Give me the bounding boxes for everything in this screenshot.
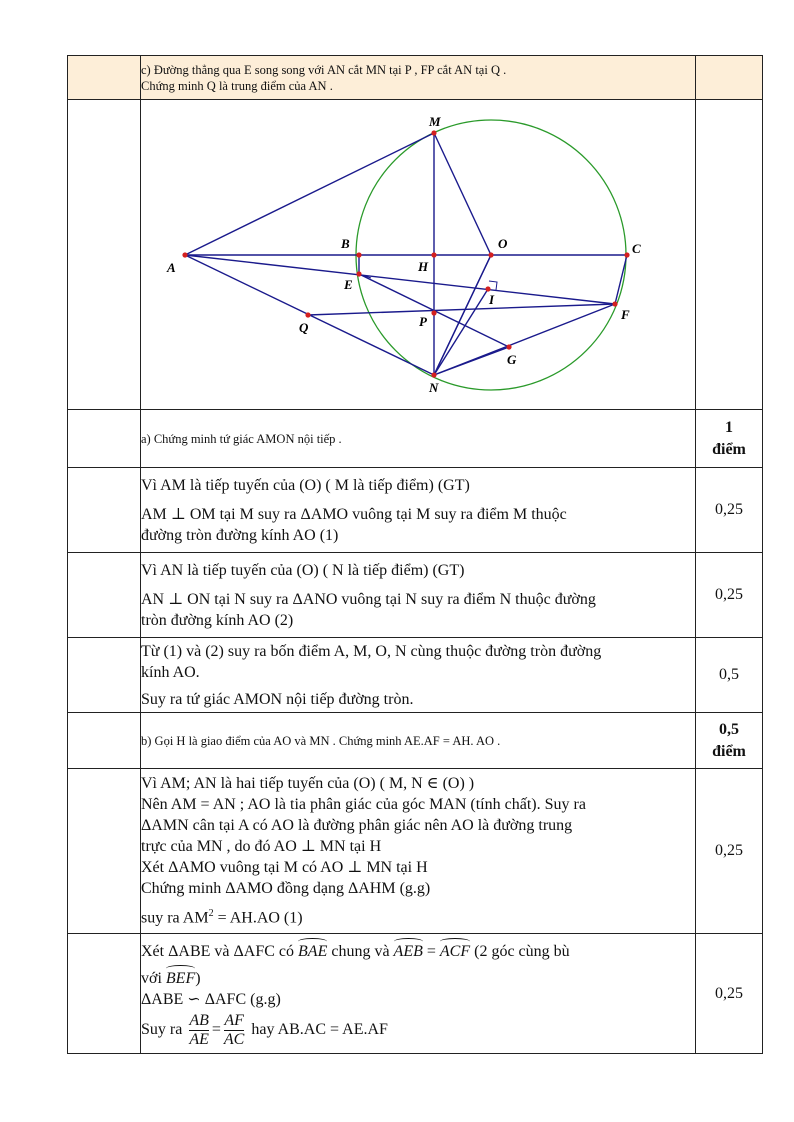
part-c-row: [68, 56, 763, 100]
step-score: 0,25: [696, 769, 763, 934]
step-line: AN ⊥ ON tại N suy ra ΔANO vuông tại N suy ra điểm N thuộc đường: [141, 590, 596, 608]
step-content: [141, 468, 696, 553]
step-score: 0,25: [696, 934, 763, 1054]
part-a-question: a) Chứng minh tứ giác AMON nội tiếp .: [141, 410, 696, 468]
step-content: [141, 638, 696, 713]
label-p: P: [419, 313, 427, 329]
step-line: [141, 941, 695, 962]
points-unit: điểm: [712, 742, 746, 760]
label-c: C: [632, 240, 641, 256]
step-text: ): [195, 969, 201, 987]
label-n: N: [429, 379, 439, 395]
fraction-denominator: AC: [223, 1030, 245, 1048]
step-line: kính AO.: [141, 663, 200, 681]
part-a-step-2: [68, 553, 763, 638]
row-marker-cell: [68, 56, 141, 100]
step-content: [141, 934, 696, 1054]
row-marker-cell: [68, 638, 141, 713]
row-marker-cell: [68, 769, 141, 934]
step-text: suy ra AM: [141, 909, 209, 927]
step-text: =: [422, 942, 440, 960]
step-score: 0,25: [696, 468, 763, 553]
step-line: Từ (1) và (2) suy ra bốn điểm A, M, O, N cùng thuộc đường tròn đường: [141, 642, 602, 660]
figure-row: [68, 100, 763, 410]
equals-sign: =: [211, 1020, 221, 1038]
label-f: F: [621, 306, 630, 322]
part-a-step-1: [68, 468, 763, 553]
step-text: hay AB.AC = AE.AF: [251, 1020, 388, 1038]
label-m: M: [429, 113, 441, 129]
points-unit: điểm: [712, 440, 746, 458]
construction-lines: [185, 133, 627, 375]
solution-table: [67, 55, 763, 1054]
row-marker-cell: [68, 410, 141, 468]
figure-cell: [141, 100, 696, 410]
step-line: trực của MN , do đó AO ⊥ MN tại H: [141, 838, 382, 856]
row-marker-cell: [68, 934, 141, 1054]
label-b: B: [341, 235, 350, 251]
step-line: AM ⊥ OM tại M suy ra ΔAMO vuông tại M suy ra điểm M thuộc: [141, 505, 567, 523]
step-line: tròn đường kính AO (2): [141, 611, 294, 629]
step-text: = AH.AO (1): [213, 909, 303, 927]
step-line: ΔAMN cân tại A có AO là đường phân giác nên AO là đường trung: [141, 817, 573, 835]
label-g: G: [507, 351, 517, 367]
score-cell: [696, 56, 763, 100]
step-line: Vì AN là tiếp tuyến của (O) ( N là tiếp điểm) (GT): [141, 561, 465, 579]
row-marker-cell: [68, 100, 141, 410]
step-score: 0,25: [696, 553, 763, 638]
step-line: Suy ra tứ giác AMON nội tiếp đường tròn.: [141, 690, 414, 708]
step-line: ΔABE ∽ ΔAFC (g.g): [141, 990, 281, 1008]
step-score: 0,5: [696, 638, 763, 713]
part-a-row: [68, 410, 763, 468]
step-line: Nên AM = AN ; AO là tia phân giác của góc MAN (tính chất). Suy ra: [141, 796, 586, 814]
step-content: [141, 553, 696, 638]
part-a-step-3: [68, 638, 763, 713]
step-text: chung và: [327, 942, 394, 960]
fraction-numerator: AB: [189, 1011, 209, 1029]
fraction-ab-ae: [189, 1012, 209, 1049]
part-c-question: [141, 56, 696, 100]
points: [182, 130, 629, 377]
part-a-points: [696, 410, 763, 468]
step-line: [141, 968, 695, 989]
angle-bae: BAE: [298, 942, 328, 960]
row-marker-cell: [68, 713, 141, 769]
part-b-step-2: [68, 934, 763, 1054]
points-value: 1: [725, 418, 733, 436]
step-line: đường tròn đường kính AO (1): [141, 526, 339, 544]
angle-aeb: AEB: [393, 942, 423, 960]
label-h: H: [418, 258, 429, 274]
geometry-figure: [141, 101, 697, 409]
step-line: Vì AM; AN là hai tiếp tuyến của (O) ( M, N ∈ (O) ): [141, 775, 475, 793]
angle-acf: ACF: [439, 942, 471, 960]
step-line: Xét ΔAMO vuông tại M có AO ⊥ MN tại H: [141, 859, 428, 877]
step-line: [141, 1012, 695, 1049]
part-b-question: b) Gọi H là giao điểm của AO và MN . Chứng minh AE.AF = AH. AO .: [141, 713, 696, 769]
fraction-denominator: AE: [189, 1030, 209, 1048]
step-line: Chứng minh ΔAMO đồng dạng ΔAHM (g.g): [141, 880, 431, 898]
step-line: Vì AM là tiếp tuyến của (O) ( M là tiếp điểm) (GT): [141, 476, 470, 494]
part-c-line-2: Chứng minh Q là trung điểm của AN .: [141, 78, 333, 93]
fraction-numerator: AF: [224, 1011, 244, 1029]
part-b-step-1: [68, 769, 763, 934]
step-content: [141, 769, 696, 934]
part-c-line-1: c) Đường thẳng qua E song song với AN cắt MN tại P , FP cắt AN tại Q .: [141, 62, 507, 77]
row-marker-cell: [68, 468, 141, 553]
exponent: 2: [208, 908, 214, 920]
score-cell: [696, 100, 763, 410]
fraction-af-ac: [224, 1012, 244, 1049]
step-text: Xét ΔABE và ΔAFC có: [141, 942, 299, 960]
label-o: O: [498, 235, 508, 251]
label-a: A: [167, 259, 176, 275]
row-marker-cell: [68, 553, 141, 638]
label-i: I: [489, 291, 495, 307]
label-e: E: [344, 276, 353, 292]
angle-bef: BEF: [165, 969, 196, 987]
step-text: (2 góc cùng bù: [470, 942, 570, 960]
part-b-points: [696, 713, 763, 769]
step-text: với: [141, 969, 166, 987]
part-b-row: [68, 713, 763, 769]
step-line: [141, 903, 695, 928]
points-value: 0,5: [719, 720, 739, 738]
label-q: Q: [299, 319, 309, 335]
step-text: Suy ra: [141, 1020, 183, 1038]
